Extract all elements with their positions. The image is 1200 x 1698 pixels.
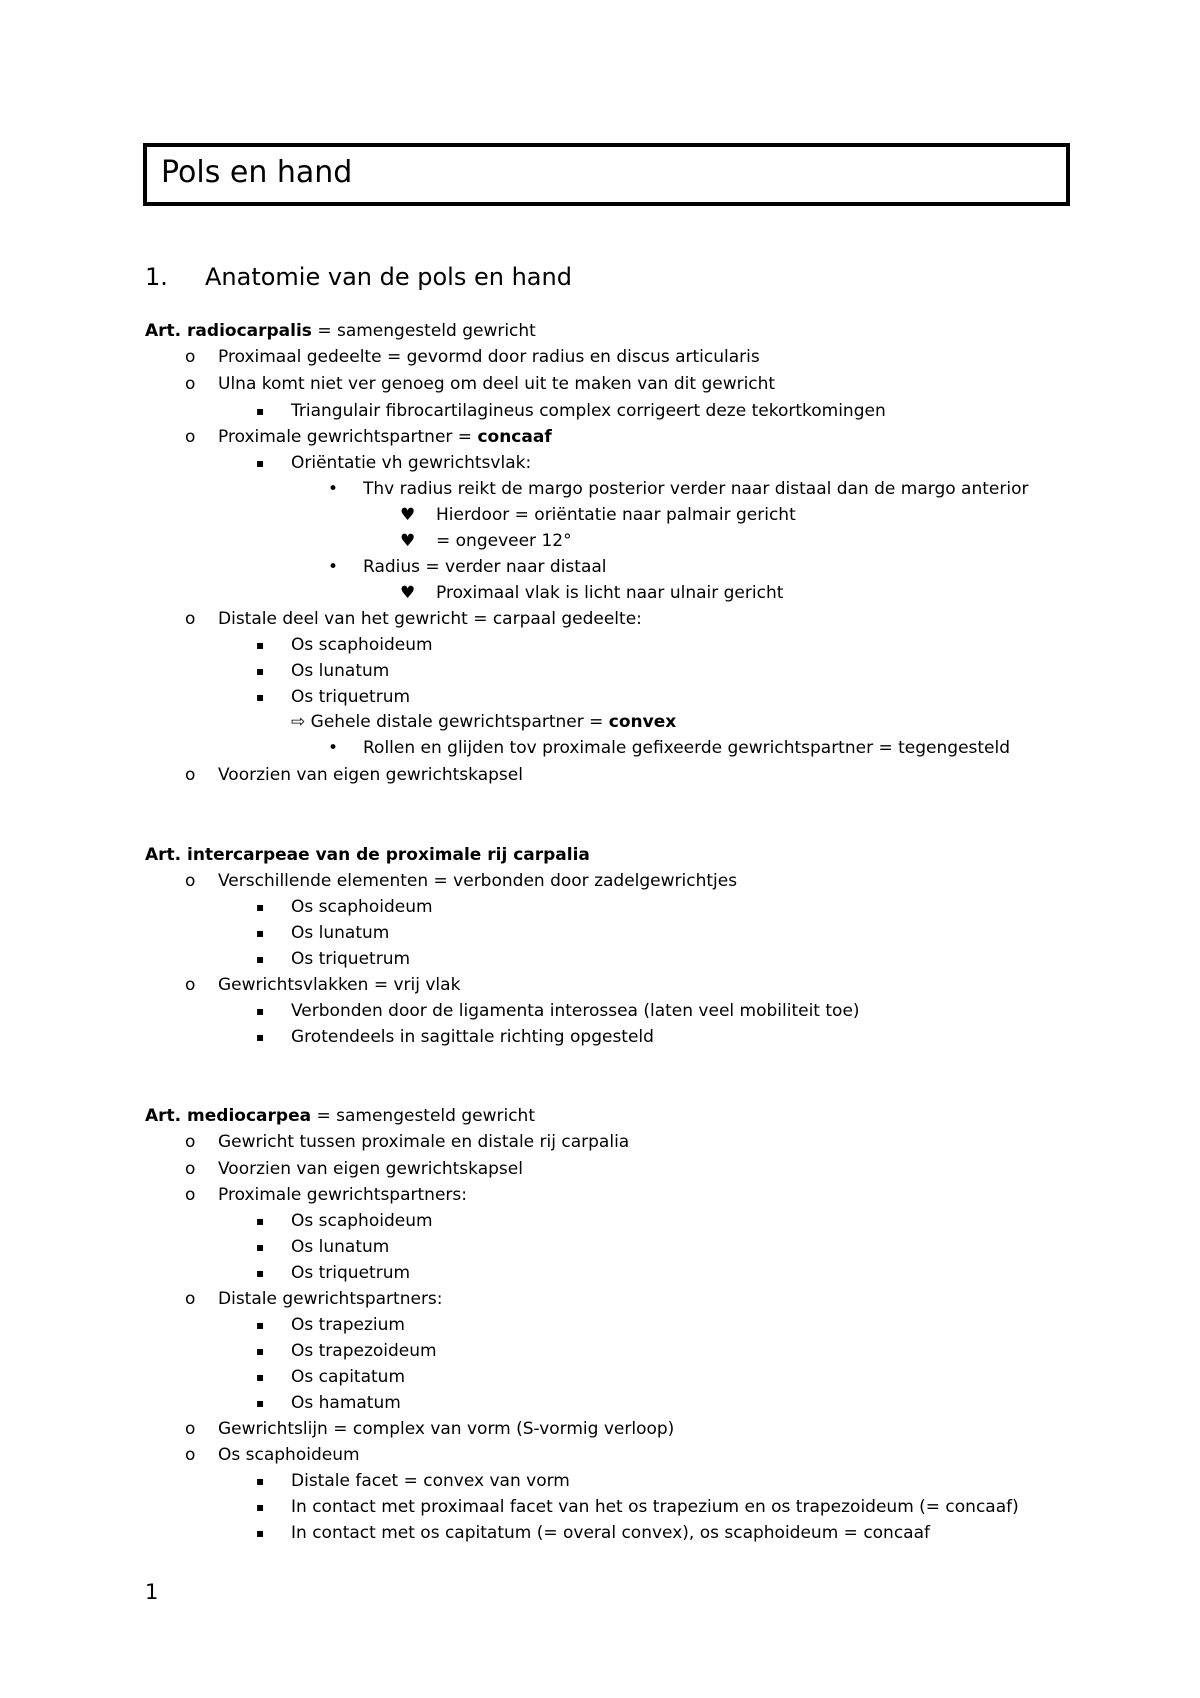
list-item: ♥ Hierdoor = oriëntatie naar palmair gericht [400,505,796,525]
list-item: ▪ Triangulair fibrocartilagineus complex corrigeert deze tekortkomingen [256,401,886,421]
list-item: ♥ Proximaal vlak is licht naar ulnair gericht [400,583,784,603]
list-item: ▪ Distale facet = convex van vorm [256,1471,570,1491]
list-item: o Ulna komt niet ver genoeg om deel uit te maken van dit gewricht [185,374,776,394]
section-title: Anatomie van de pols en hand [205,263,572,291]
intercarpeae-heading: Art. intercarpeae van de proximale rij carpalia [145,845,590,865]
list-item: ▪ Os trapezium [256,1315,405,1335]
section-number: 1. [145,263,168,291]
arrow-icon: ⇨ [291,712,306,732]
list-item: ▪ Oriëntatie vh gewrichtsvlak: [256,453,532,473]
list-item: ▪ Os scaphoideum [256,897,433,917]
list-item: ▪ Os lunatum [256,1237,390,1257]
list-item: ▪ Verbonden door de ligamenta interossea (laten veel mobiliteit toe) [256,1001,860,1021]
list-item: o Verschillende elementen = verbonden door zadelgewrichtjes [185,871,738,891]
list-item: ⇨ Gehele distale gewrichtspartner = convex [291,712,677,732]
list-item: ▪ Os lunatum [256,661,390,681]
list-item: o Proximale gewrichtspartner = concaaf [185,427,552,447]
list-item: ▪ Os hamatum [256,1393,401,1413]
list-item: ▪ Grotendeels in sagittale richting opgesteld [256,1027,654,1047]
list-item: ♥ = ongeveer 12° [400,531,572,551]
list-item: • Radius = verder naar distaal [328,557,607,577]
list-item: o Gewricht tussen proximale en distale rij carpalia [185,1132,630,1152]
list-item: ▪ Os lunatum [256,923,390,943]
list-item: o Distale gewrichtspartners: [185,1289,443,1309]
list-item: ▪ Os capitatum [256,1367,406,1387]
heart-icon: ♥ [400,531,416,551]
list-item: o Gewrichtsvlakken = vrij vlak [185,975,461,995]
list-item: ▪ Os triquetrum [256,687,411,707]
list-item: • Rollen en glijden tov proximale gefixeerde gewrichtspartner = tegengesteld [328,738,1011,758]
heart-icon: ♥ [400,505,416,525]
list-item: ▪ In contact met os capitatum (= overal convex), os scaphoideum = concaaf [256,1523,931,1543]
list-item: ▪ Os triquetrum [256,949,411,969]
title-box [143,143,1070,206]
list-item: • Thv radius reikt de margo posterior verder naar distaal dan de margo anterior [328,479,1029,499]
list-item: o Os scaphoideum [185,1445,360,1465]
document-title: Pols en hand [161,155,353,190]
list-item: o Proximale gewrichtspartners: [185,1185,467,1205]
heart-icon: ♥ [400,583,416,603]
list-item: ▪ Os scaphoideum [256,635,433,655]
page-number: 1 [145,1580,159,1604]
list-item: o Gewrichtslijn = complex van vorm (S-vormig verloop) [185,1419,675,1439]
list-item: o Voorzien van eigen gewrichtskapsel [185,765,523,785]
list-item: o Proximaal gedeelte = gevormd door radius en discus articularis [185,347,760,367]
list-item: o Voorzien van eigen gewrichtskapsel [185,1159,523,1179]
mediocarpea-heading: Art. mediocarpea = samengesteld gewricht [145,1106,535,1126]
list-item: ▪ Os scaphoideum [256,1211,433,1231]
list-item: o Distale deel van het gewricht = carpaal gedeelte: [185,609,642,629]
list-item: ▪ Os trapezoideum [256,1341,437,1361]
list-item: ▪ In contact met proximaal facet van het os trapezium en os trapezoideum (= concaaf) [256,1497,1019,1517]
radiocarpalis-heading: Art. radiocarpalis = samengesteld gewricht [145,321,536,341]
list-item: ▪ Os triquetrum [256,1263,411,1283]
